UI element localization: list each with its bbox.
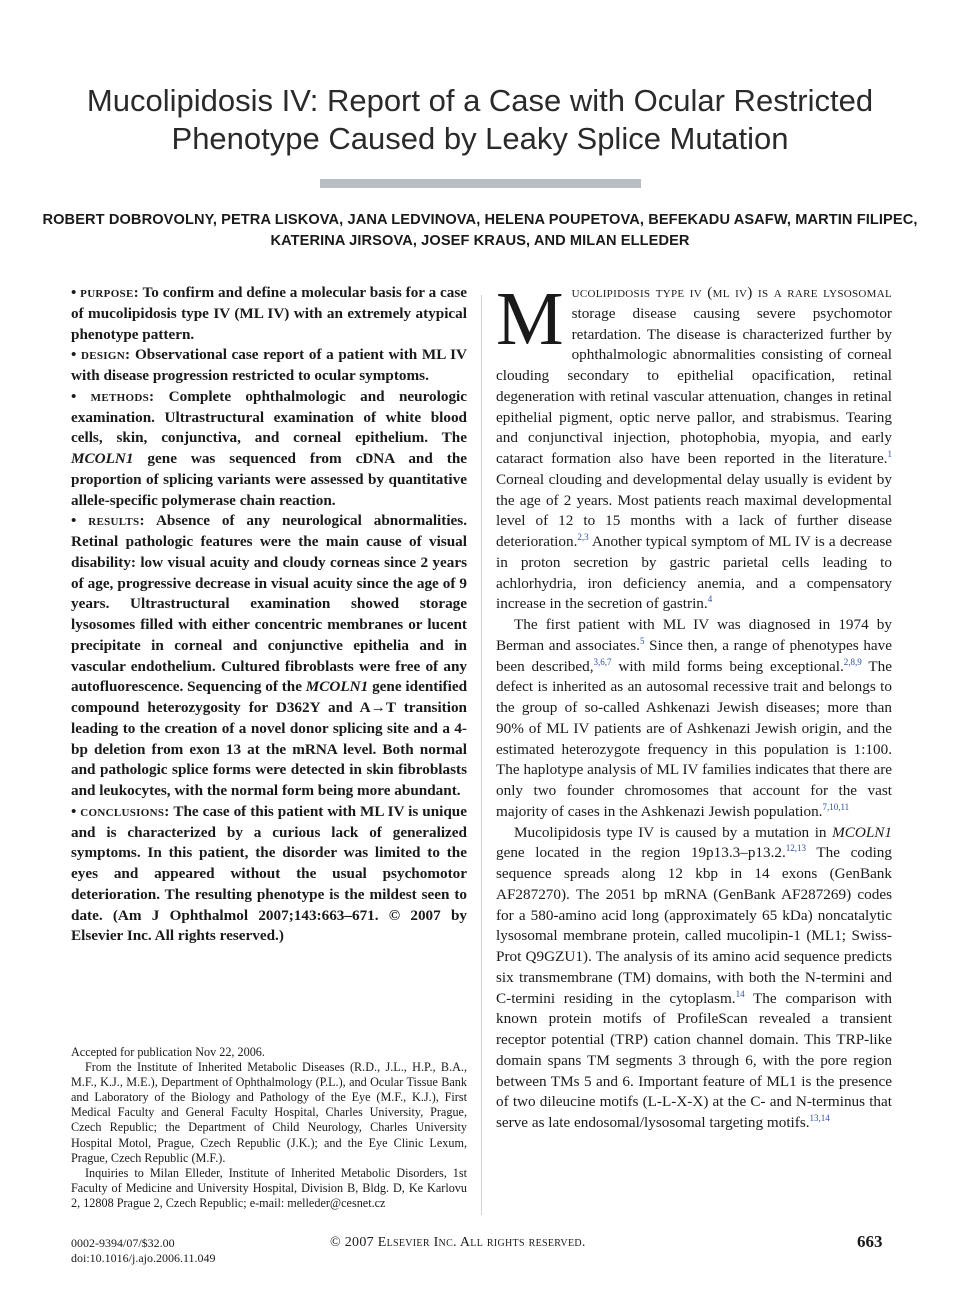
- reference-link[interactable]: 2,3: [577, 531, 589, 542]
- abstract-methods: [71, 387, 467, 512]
- abstract: [71, 283, 467, 947]
- body-text: Mucolipidosis type IV is caused by a mutation in: [514, 823, 827, 841]
- column-divider: [481, 295, 482, 1215]
- page-number: 663: [857, 1232, 883, 1251]
- reference-link[interactable]: 5: [639, 635, 645, 646]
- body-text: gene located in the region 19p13.3–p13.2.: [496, 844, 786, 862]
- accepted-date: Accepted for publication Nov 22, 2006.: [71, 1045, 265, 1059]
- abstract-text: Absence of any neurological abnormalities. Retinal pathologic features were the main cause of visual disability: low visual acuity and cloudy corneas since 2 years of age, progressive decrease in visual acuity since the age of 9 years. Ultrastructural examination showed storage lysosomes filled with either concentric membranes or lucent precipitate in corneal and conjunctive epithelia and in vascular endothelium. Cultured fibroblasts were free of any autofluorescence. Sequencing of the: [71, 512, 468, 696]
- reference-link[interactable]: 2,8,9: [843, 656, 862, 667]
- abstract-text: gene identified compound heterozygosity for D362Y and A→T transition leading to the creation of a novel donor splicing site and a 4-bp deletion from exon 13 at the mRNA level. Both normal and pathologic splice forms were detected in skin fibroblasts and leukocytes, with the normal form being more abundant.: [71, 678, 468, 799]
- abstract-purpose: [71, 283, 467, 345]
- reference-link[interactable]: 14: [735, 988, 745, 999]
- bullet-icon: •: [71, 284, 77, 301]
- lead-in: ucolipidosis type iv (ml iv) is a rare lysosomal: [571, 284, 892, 301]
- gene-name: MCOLN1: [832, 823, 893, 841]
- correspondence: Inquiries to Milan Elleder, Institute of Inherited Metabolic Disorders, 1st Faculty of Medicine and University Hospital, Division B, Bldg. D, Ke Karlovu 2, 12808 Prague 2, Czech Republic; e-mail: melleder@cesnet.cz: [71, 1165, 467, 1210]
- article-footnote: [71, 1045, 467, 1211]
- footer-identifiers: [71, 1236, 216, 1266]
- bullet-icon: •: [71, 512, 77, 530]
- body-paragraph: [496, 823, 892, 1134]
- abstract-label: results:: [88, 512, 145, 530]
- bullet-icon: •: [71, 387, 77, 405]
- reference-link[interactable]: 12,13: [785, 843, 807, 854]
- article-body: [496, 277, 893, 1134]
- reference-link[interactable]: 1: [887, 448, 892, 459]
- reference-link[interactable]: 3,6,7: [593, 656, 612, 667]
- body-text: Since then, a range of phenotypes have been described,: [496, 636, 892, 675]
- affiliations: From the Institute of Inherited Metabolic Diseases (R.D., J.L., H.P., B.A., M.F., K.J., M.E.), Department of Ophthalmology (P.L.), and Ocular Tissue Bank and Laboratory of the Biology and Pathology of the Eye (M.F., K.J.), First Medical Faculty and General Faculty Hospital, Charles University, Prague, Czech Republic; the Department of Child Neurology, Charles University Hospital Motol, Prague, Czech Republic (J.K.); and the Eye Clinic Lexum, Prague, Czech Republic (M.F.).: [71, 1060, 467, 1165]
- abstract-citation: (Am J Ophthalmol 2007;143:663–671. © 2007 by Elsevier Inc. All rights reserved.): [71, 906, 467, 945]
- body-text: The first patient with ML IV was diagnosed in 1974 by Berman and associates.: [496, 616, 892, 654]
- abstract-text: The case of this patient with ML IV is unique and is characterized by a curious lack of generalized symptoms. In this patient, the disorder was limited to the eyes and appeared without the usual psychomotor deterioration. The resulting phenotype is the mildest seen to date.: [71, 802, 467, 924]
- abstract-text: Observational case report of a patient with ML IV with disease progression restricted to ocular symptoms.: [71, 346, 468, 384]
- abstract-label: methods:: [90, 387, 155, 405]
- body-text: Another typical symptom of ML IV is a decrease in proton secretion by gastric parietal cells leading to achlorhydria, iron deficiency anemia, and a compensatory increase in the secretion of gastrin.: [496, 533, 892, 613]
- drop-cap: M: [496, 277, 564, 361]
- issn-price: 0002-9394/07/$32.00: [71, 1236, 175, 1250]
- body-text: storage disease causing severe psychomotor retardation. The disease is characterized further by ophthalmologic abnormalities consisting of corneal clouding secondary to epithelial opacification, retinal degeneration with retinal vascular attenuation, changes in retinal epithelial pigment, optic nerve pallor, and strabismus. Tearing and conjunctival injection, photophobia, myopia, and early cataract formation also have been reported in the literature.: [496, 304, 892, 467]
- abstract-design: [71, 345, 467, 387]
- body-text: Corneal clouding and developmental delay usually is evident by the age of 2 years. Most patients reach maximal developmental level of 12 to 15 months with a lack of further disease deterioration.: [496, 470, 892, 550]
- abstract-results: [71, 511, 467, 802]
- reference-link[interactable]: 4: [707, 594, 713, 605]
- body-text: with mild forms being exceptional.: [611, 657, 844, 675]
- abstract-label: conclusions:: [80, 802, 170, 820]
- abstract-label: purpose:: [80, 284, 139, 301]
- body-paragraph: [496, 277, 892, 615]
- reference-link[interactable]: 13,14: [809, 1112, 830, 1123]
- article-title: Mucolipidosis IV: Report of a Case with Ocular Restricted Phenotype Caused by Leaky Splice Mutation: [86, 83, 874, 156]
- body-text: The defect is inherited as an autosomal recessive trait and belongs to the group of so-called Ashkenazi Jewish diseases; more than 90% of ML IV patients are of Ashkenazi Jewish origin, and the estimated heterozygote frequency in this population is 1:100. The haplotype analysis of ML IV families indicates that there are only two founder chromosomes that account for the vast majority of cases in the Ashkenazi Jewish population.: [496, 657, 892, 820]
- abstract-conclusions: [71, 802, 467, 947]
- gene-name: MCOLN1: [71, 450, 134, 467]
- abstract-text: Complete ophthalmologic and neurologic examination. Ultrastructural examination of white blood cells, skin, conjunctiva, and corneal epithelium. The: [71, 387, 468, 447]
- body-paragraph: [496, 615, 892, 823]
- footer-copyright: © 2007 Elsevier Inc. All rights reserved.: [330, 1235, 586, 1250]
- body-text: The coding sequence spreads along 12 kbp in 14 exons (GenBank AF287270). The 2051 bp mRNA (GenBank AF287269) codes for a 580-amino acid long (approximately 65 kDa) noncatalytic lysosomal membrane protein, called mucolipin-1 (ML1; Swiss-Prot Q9GZU1). The analysis of its amino acid sequence predicts six transmembrane (TM) domains, with both the N-termini and C-termini residing in the cytoplasm.: [496, 844, 892, 1007]
- abstract-text: gene was sequenced from cDNA and the proportion of splicing variants were assessed by quantitative allele-specific polymerase chain reaction.: [71, 450, 468, 509]
- body-text: The comparison with known protein motifs of ProfileScan revealed a transient receptor potential (TRP) cation channel domain. This TRP-like domain spans TM segments 3 through 6, with the pore region between TMs 5 and 6. Important feature of ML1 is the presence of two dileucine motifs (L-L-X-X) at the C- and N-terminus that serve as late endosomal/lysosomal targeting motifs.: [496, 989, 892, 1131]
- gene-name: MCOLN1: [305, 678, 369, 696]
- bullet-icon: •: [71, 802, 77, 820]
- reference-link[interactable]: 7,10,11: [822, 801, 850, 812]
- doi[interactable]: doi:10.1016/j.ajo.2006.11.049: [71, 1251, 216, 1265]
- author-list: ROBERT DOBROVOLNY, PETRA LISKOVA, JANA LEDVINOVA, HELENA POUPETOVA, BEFEKADU ASAFW, MARTIN FILIPEC, KATERINA JIRSOVA, JOSEF KRAUS, AND MILAN ELLEDER: [42, 212, 918, 249]
- abstract-text: To confirm and define a molecular basis for a case of mucolipidosis type IV (ML IV) with an extremely atypical phenotype pattern.: [71, 284, 467, 343]
- abstract-label: design:: [80, 346, 131, 364]
- bullet-icon: •: [71, 346, 77, 364]
- title-divider-bar: [320, 179, 641, 188]
